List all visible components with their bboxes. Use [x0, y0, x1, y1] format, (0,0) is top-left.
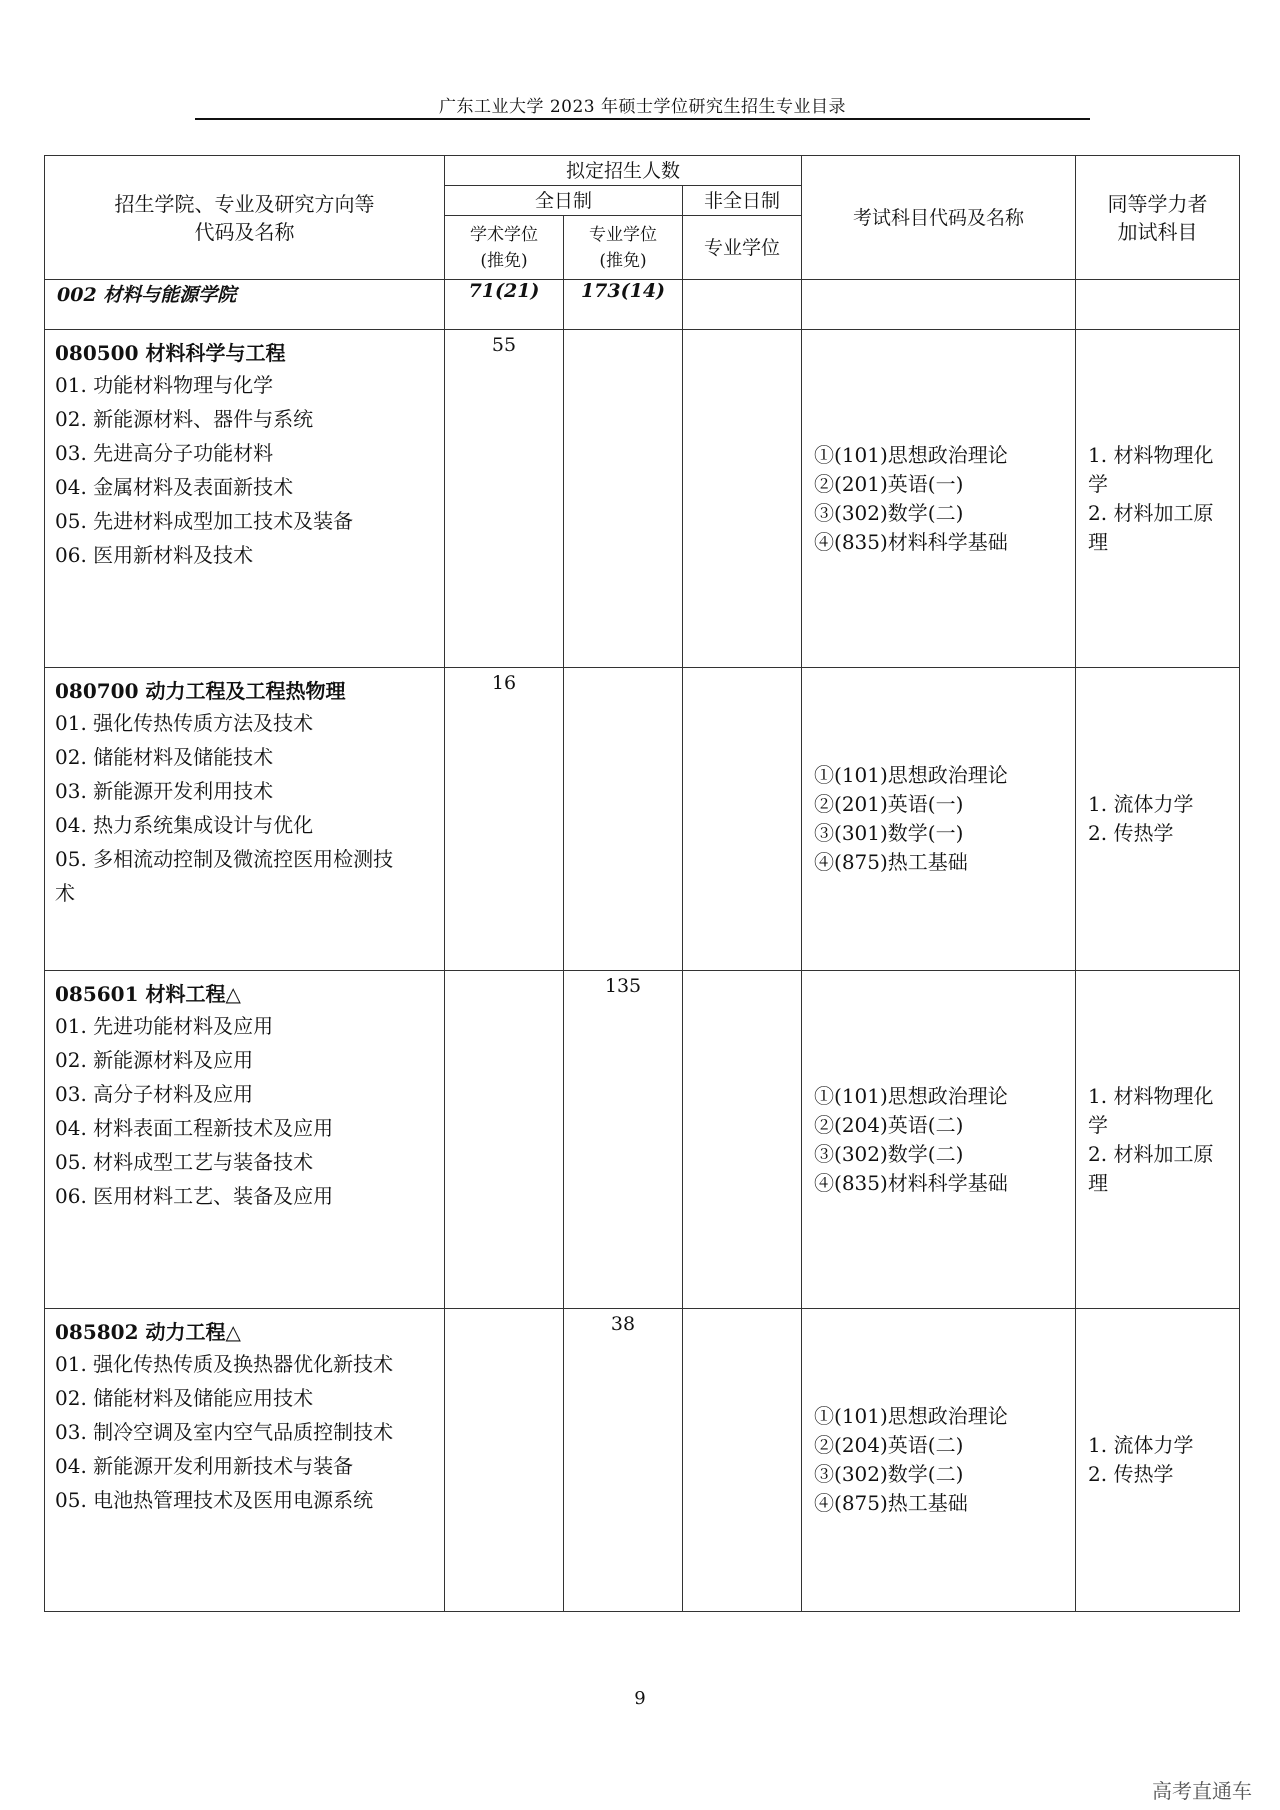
direction-item: 04. 材料表面工程新技术及应用	[55, 1116, 334, 1140]
exam-subject: ③(302)数学(二)	[814, 1141, 964, 1166]
additional-subject: 1. 材料物理化	[1088, 442, 1214, 467]
exam-subject: ①(101)思想政治理论	[814, 1404, 1008, 1428]
additional-subject: 理	[1088, 1170, 1109, 1195]
exam-subjects	[802, 668, 1076, 971]
program-row	[45, 971, 1240, 1309]
direction-item: 01. 强化传热传质及换热器优化新技术	[55, 1352, 394, 1376]
academic-quota	[445, 1309, 564, 1612]
additional-subject: 2. 材料加工原	[1088, 500, 1214, 525]
parttime-quota	[683, 330, 802, 668]
column-header-fulltime: 全日制	[445, 186, 683, 216]
page-header-title: 广东工业大学 2023 年硕士学位研究生招生专业目录	[438, 97, 847, 117]
additional-subject: 1. 材料物理化	[1088, 1083, 1214, 1108]
direction-item: 04. 热力系统集成设计与优化	[55, 813, 314, 837]
direction-item: 04. 新能源开发利用新技术与装备	[55, 1454, 354, 1478]
college-parttime-quota	[683, 280, 802, 330]
exam-subject: ④(875)热工基础	[814, 1491, 968, 1515]
additional-subject: 学	[1088, 1112, 1109, 1137]
additional-subjects	[1076, 668, 1240, 971]
additional-subjects	[1076, 330, 1240, 668]
academic-quota: 16	[445, 668, 564, 971]
direction-item: 05. 材料成型工艺与装备技术	[55, 1150, 314, 1174]
exam-subjects	[802, 1309, 1076, 1612]
academic-quota	[445, 971, 564, 1309]
additional-subjects	[1076, 1309, 1240, 1612]
direction-item: 05. 先进材料成型加工技术及装备	[55, 509, 354, 533]
program-info	[45, 668, 445, 971]
direction-item: 05. 电池热管理技术及医用电源系统	[55, 1488, 374, 1512]
additional-subject: 1. 流体力学	[1088, 1433, 1194, 1457]
direction-item: 03. 新能源开发利用技术	[55, 779, 274, 803]
exam-subject: ②(204)英语(二)	[814, 1433, 964, 1457]
program-info	[45, 971, 445, 1309]
program-row	[45, 330, 1240, 668]
exam-subject: ①(101)思想政治理论	[814, 763, 1008, 787]
additional-subjects	[1076, 971, 1240, 1309]
exam-subject: ③(302)数学(二)	[814, 1462, 964, 1486]
direction-item: 02. 储能材料及储能技术	[55, 745, 274, 769]
academic-quota: 55	[445, 330, 564, 668]
exam-subject: ②(201)英语(一)	[814, 792, 964, 816]
college-professional-quota: 173(14)	[564, 280, 683, 330]
program-title: 080700 动力工程及工程热物理	[55, 679, 346, 703]
exam-subject: ③(301)数学(一)	[814, 821, 964, 845]
professional-quota	[564, 668, 683, 971]
column-header-exam: 考试科目代码及名称	[802, 156, 1076, 280]
direction-item: 01. 先进功能材料及应用	[55, 1014, 274, 1038]
direction-item: 05. 多相流动控制及微流控医用检测技	[55, 847, 394, 871]
parttime-quota	[683, 1309, 802, 1612]
direction-item: 01. 强化传热传质方法及技术	[55, 711, 314, 735]
direction-item: 03. 制冷空调及室内空气品质控制技术	[55, 1420, 394, 1444]
direction-item: 术	[55, 881, 75, 905]
program-title: 085601 材料工程△	[55, 982, 241, 1006]
exam-subject: ②(201)英语(一)	[814, 471, 964, 496]
direction-item: 06. 医用新材料及技术	[55, 543, 254, 567]
program-row	[45, 1309, 1240, 1612]
additional-subject: 2. 传热学	[1088, 1462, 1174, 1486]
direction-item: 06. 医用材料工艺、装备及应用	[55, 1184, 334, 1208]
watermark: 高考直通车	[1152, 1779, 1252, 1803]
page-number: 9	[634, 1688, 646, 1709]
header-rule	[195, 118, 1090, 120]
exam-subjects	[802, 330, 1076, 668]
direction-item: 04. 金属材料及表面新技术	[55, 475, 294, 499]
exam-subject: ①(101)思想政治理论	[814, 1083, 1008, 1108]
program-row	[45, 668, 1240, 971]
college-exam	[802, 280, 1076, 330]
program-title: 085802 动力工程△	[55, 1320, 241, 1344]
additional-subject: 理	[1088, 529, 1109, 554]
column-header-additional: 同等学力者 加试科目	[1076, 156, 1240, 280]
college-row	[45, 280, 1240, 330]
exam-subject: ①(101)思想政治理论	[814, 442, 1008, 467]
direction-item: 03. 先进高分子功能材料	[55, 441, 274, 465]
direction-item: 03. 高分子材料及应用	[55, 1082, 254, 1106]
column-header-parttime-professional: 专业学位	[683, 216, 802, 280]
professional-quota	[564, 330, 683, 668]
column-header-name: 招生学院、专业及研究方向等 代码及名称	[45, 156, 445, 280]
direction-item: 02. 新能源材料及应用	[55, 1048, 254, 1072]
parttime-quota	[683, 668, 802, 971]
direction-item: 02. 新能源材料、器件与系统	[55, 407, 314, 431]
direction-item: 02. 储能材料及储能应用技术	[55, 1386, 314, 1410]
program-title: 080500 材料科学与工程	[55, 341, 286, 365]
college-name: 002 材料与能源学院	[45, 280, 445, 330]
college-additional	[1076, 280, 1240, 330]
exam-subject: ④(835)材料科学基础	[814, 1170, 1008, 1195]
exam-subject: ④(875)热工基础	[814, 850, 968, 874]
column-header-parttime: 非全日制	[683, 186, 802, 216]
additional-subject: 1. 流体力学	[1088, 792, 1194, 816]
additional-subject: 学	[1088, 471, 1109, 496]
parttime-quota	[683, 971, 802, 1309]
professional-quota: 38	[564, 1309, 683, 1612]
column-header-quota: 拟定招生人数	[445, 156, 802, 186]
exam-subject: ③(302)数学(二)	[814, 500, 964, 525]
professional-quota: 135	[564, 971, 683, 1309]
program-info	[45, 330, 445, 668]
column-header-professional: 专业学位 (推免)	[564, 216, 683, 280]
column-header-academic: 学术学位 (推免)	[445, 216, 564, 280]
exam-subjects	[802, 971, 1076, 1309]
enrollment-catalog-table	[44, 155, 1240, 1612]
additional-subject: 2. 传热学	[1088, 821, 1174, 845]
direction-item: 01. 功能材料物理与化学	[55, 373, 274, 397]
program-info	[45, 1309, 445, 1612]
additional-subject: 2. 材料加工原	[1088, 1141, 1214, 1166]
college-academic-quota: 71(21)	[445, 280, 564, 330]
exam-subject: ④(835)材料科学基础	[814, 529, 1008, 554]
exam-subject: ②(204)英语(二)	[814, 1112, 964, 1137]
